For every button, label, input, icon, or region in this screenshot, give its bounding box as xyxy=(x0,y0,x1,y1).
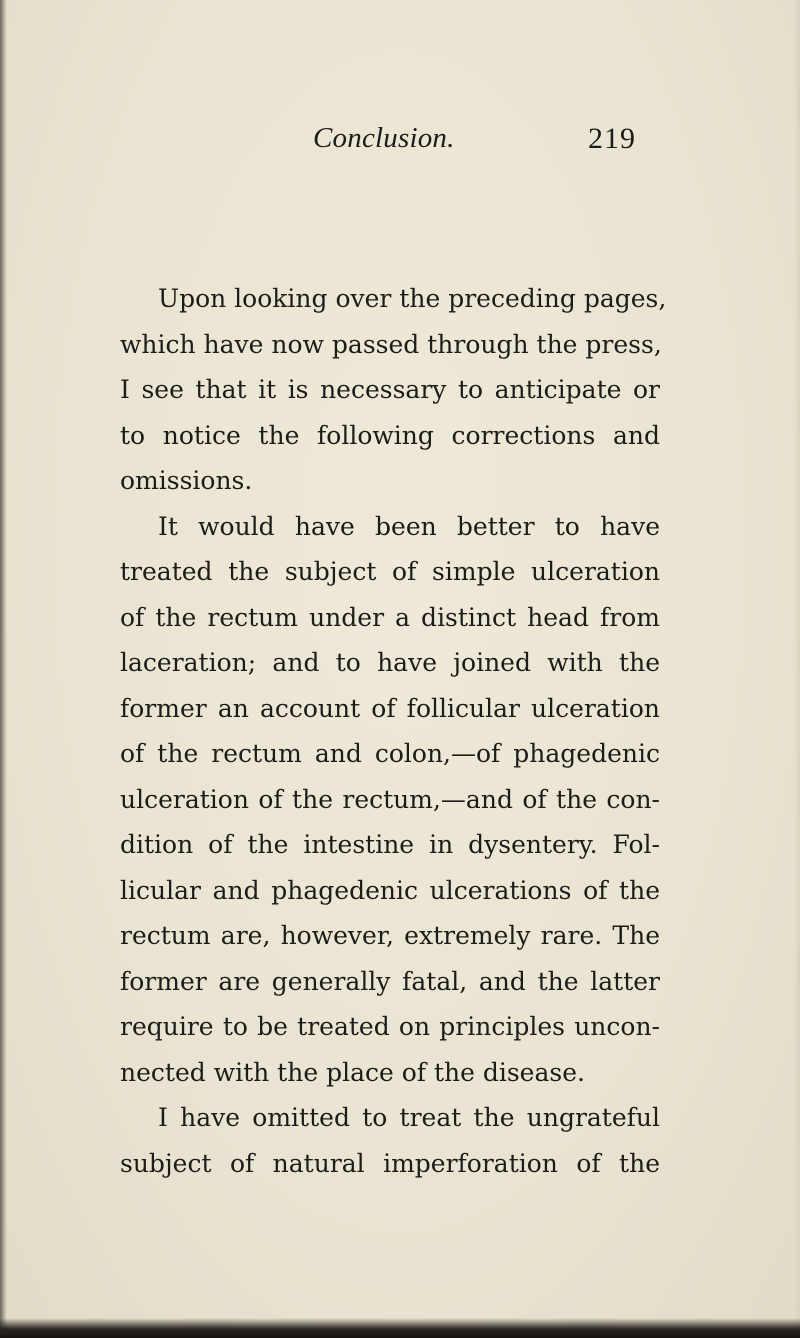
page-bottom-edge xyxy=(0,1318,800,1338)
body-text xyxy=(120,276,667,1186)
page-right-edge xyxy=(794,0,800,1338)
text-line: I have omitted to treat the ungrateful xyxy=(158,1103,660,1132)
text-line: to notice the following corrections and xyxy=(120,420,660,450)
text-line: of the rectum under a distinct head from xyxy=(120,602,660,632)
text-line: ulceration of the rectum,—and of the con- xyxy=(120,784,660,814)
text-line: which have now passed through the press, xyxy=(120,329,662,359)
text-line: require to be treated on principles uncon- xyxy=(120,1012,660,1041)
text-line: dition of the intestine in dysentery. Fol- xyxy=(120,830,660,859)
text-line: laceration; and to have joined with the xyxy=(120,648,660,677)
text-line: subject of natural imperforation of the xyxy=(120,1148,660,1178)
text-line: licular and phagedenic ulcerations of the xyxy=(120,875,660,905)
text-line: It would have been better to have xyxy=(158,511,660,541)
running-head xyxy=(0,122,800,172)
running-title: Conclusion. xyxy=(313,122,455,154)
text-line: treated the subject of simple ulceration xyxy=(120,557,660,586)
page-number: 219 xyxy=(588,122,636,155)
text-line: Upon looking over the preceding pages, xyxy=(158,284,667,313)
text-line: of the rectum and colon,—of phagedenic xyxy=(120,739,660,768)
text-line: former an account of follicular ulceration xyxy=(120,693,660,723)
text-line: rectum are, however, extremely rare. The xyxy=(120,921,660,950)
text-line: I see that it is necessary to anticipate or xyxy=(120,375,660,404)
text-line: former are generally fatal, and the latter xyxy=(120,966,660,996)
text-line: omissions. xyxy=(120,466,253,495)
page-left-edge-shadow xyxy=(0,0,7,1338)
text-line: nected with the place of the disease. xyxy=(120,1057,585,1087)
